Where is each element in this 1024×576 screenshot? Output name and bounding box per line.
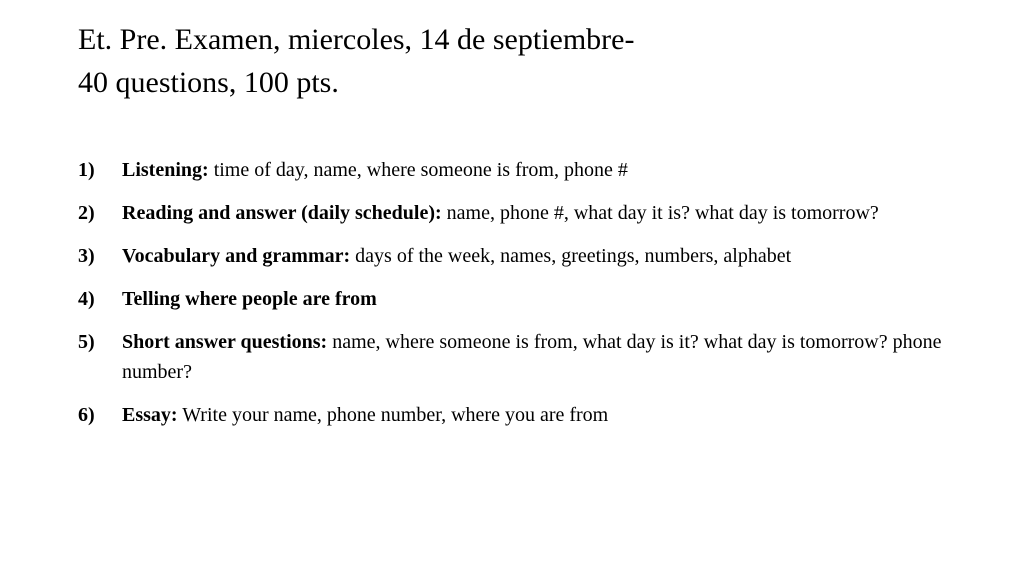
- item-label: Listening:: [122, 159, 209, 181]
- item-text: name, where someone is from, what day is it? what day is tomorrow? phone number?: [122, 331, 942, 383]
- item-text: time of day, name, where someone is from, phone #: [208, 159, 628, 181]
- item-text: name, phone #, what day it is? what day is tomorrow?: [441, 202, 879, 224]
- title-line-2: 40 questions, 100 pts.: [78, 66, 339, 99]
- list-item: [78, 198, 958, 228]
- item-number: 3): [78, 245, 95, 267]
- list-item: [78, 327, 958, 387]
- item-label: Telling where people are from: [122, 288, 377, 310]
- list-item: [78, 241, 958, 271]
- list-item: [78, 400, 958, 430]
- list-item: [78, 284, 958, 314]
- item-number: 2): [78, 202, 95, 224]
- item-number: 4): [78, 288, 95, 310]
- item-label: Essay:: [122, 404, 178, 426]
- item-text: days of the week, names, greetings, numbers, alphabet: [350, 245, 792, 267]
- item-label: Reading and answer (daily schedule):: [122, 202, 442, 224]
- page-title: [78, 18, 634, 104]
- exam-topics-list: [78, 155, 958, 443]
- title-line-1: Et. Pre. Examen, miercoles, 14 de septiembre-: [78, 23, 635, 56]
- item-label: Vocabulary and grammar:: [122, 245, 351, 267]
- item-label: Short answer questions:: [122, 331, 328, 353]
- list-item: [78, 155, 958, 185]
- item-number: 6): [78, 404, 95, 426]
- item-text: Write your name, phone number, where you are from: [177, 404, 609, 426]
- item-number: 5): [78, 331, 95, 353]
- item-number: 1): [78, 159, 95, 181]
